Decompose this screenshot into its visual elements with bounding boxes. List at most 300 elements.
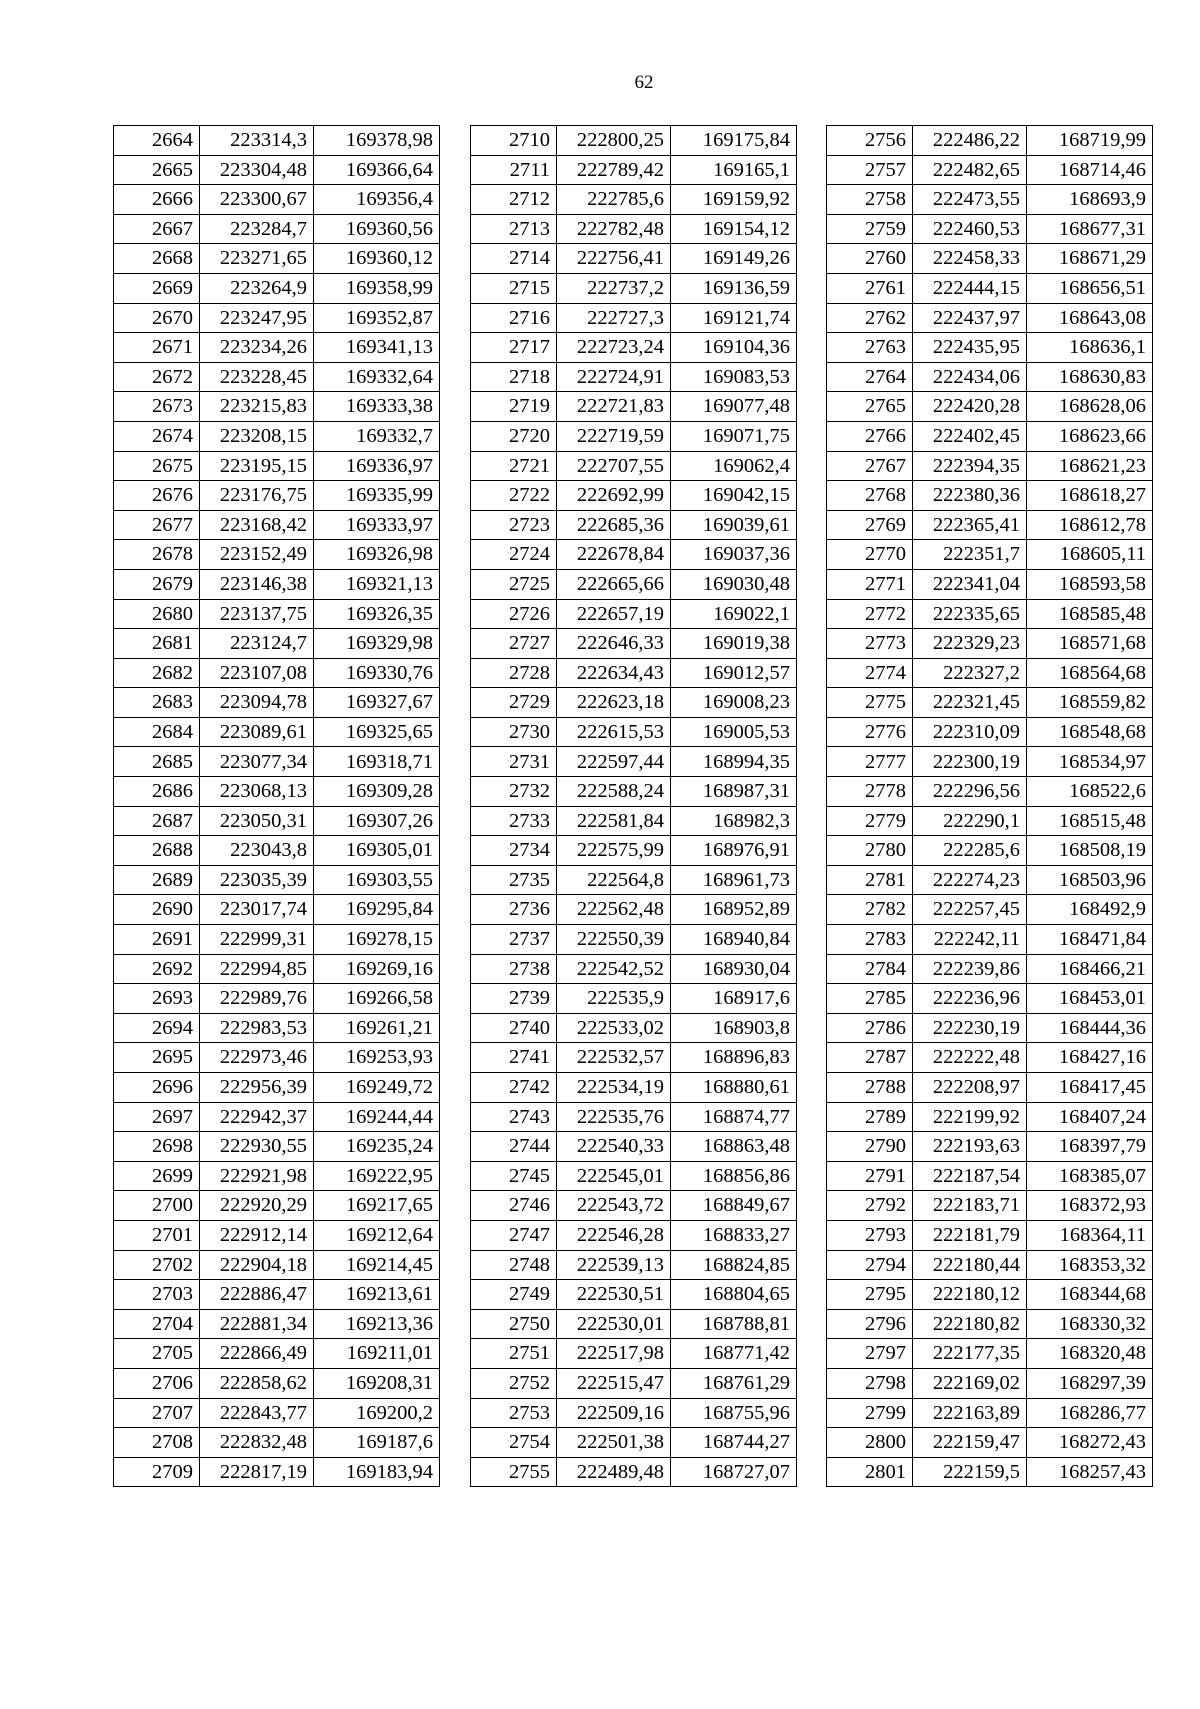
x-coordinate-cell: 222460,53 <box>913 214 1027 244</box>
y-coordinate-cell: 168564,68 <box>1027 658 1153 688</box>
table-row <box>471 1191 797 1221</box>
y-coordinate-cell: 169327,67 <box>314 688 440 718</box>
point-number-cell: 2679 <box>114 569 200 599</box>
x-coordinate-cell: 222321,45 <box>913 688 1027 718</box>
point-number-cell: 2776 <box>827 717 913 747</box>
coordinate-table-1 <box>113 125 440 1487</box>
point-number-cell: 2675 <box>114 451 200 481</box>
point-number-cell: 2698 <box>114 1132 200 1162</box>
x-coordinate-cell: 222983,53 <box>200 1013 314 1043</box>
table-row <box>114 303 440 333</box>
y-coordinate-cell: 169333,38 <box>314 392 440 422</box>
y-coordinate-cell: 168257,43 <box>1027 1457 1153 1487</box>
x-coordinate-cell: 222239,86 <box>913 954 1027 984</box>
table-row <box>827 1102 1153 1132</box>
point-number-cell: 2713 <box>471 214 557 244</box>
point-number-cell: 2729 <box>471 688 557 718</box>
point-number-cell: 2664 <box>114 126 200 156</box>
table-row <box>827 1398 1153 1428</box>
point-number-cell: 2769 <box>827 510 913 540</box>
y-coordinate-cell: 169213,61 <box>314 1280 440 1310</box>
y-coordinate-cell: 169266,58 <box>314 984 440 1014</box>
x-coordinate-cell: 222597,44 <box>557 747 671 777</box>
y-coordinate-cell: 168755,96 <box>671 1398 797 1428</box>
x-coordinate-cell: 222817,19 <box>200 1457 314 1487</box>
x-coordinate-cell: 223284,7 <box>200 214 314 244</box>
x-coordinate-cell: 222183,71 <box>913 1191 1027 1221</box>
y-coordinate-cell: 169149,26 <box>671 244 797 274</box>
y-coordinate-cell: 169042,15 <box>671 481 797 511</box>
table-row <box>827 629 1153 659</box>
table-row <box>827 333 1153 363</box>
table-row <box>827 540 1153 570</box>
y-coordinate-cell: 169360,12 <box>314 244 440 274</box>
table-row <box>114 362 440 392</box>
table-row <box>827 1280 1153 1310</box>
y-coordinate-cell: 168272,43 <box>1027 1428 1153 1458</box>
point-number-cell: 2763 <box>827 333 913 363</box>
table-row <box>827 717 1153 747</box>
table-row <box>114 1368 440 1398</box>
point-number-cell: 2756 <box>827 126 913 156</box>
point-number-cell: 2708 <box>114 1428 200 1458</box>
x-coordinate-cell: 222546,28 <box>557 1220 671 1250</box>
point-number-cell: 2720 <box>471 421 557 451</box>
point-number-cell: 2777 <box>827 747 913 777</box>
y-coordinate-cell: 168571,68 <box>1027 629 1153 659</box>
x-coordinate-cell: 222296,56 <box>913 777 1027 807</box>
table-row <box>114 540 440 570</box>
table-row <box>114 244 440 274</box>
y-coordinate-cell: 168643,08 <box>1027 303 1153 333</box>
point-number-cell: 2707 <box>114 1398 200 1428</box>
x-coordinate-cell: 223035,39 <box>200 865 314 895</box>
point-number-cell: 2738 <box>471 954 557 984</box>
point-number-cell: 2676 <box>114 481 200 511</box>
point-number-cell: 2746 <box>471 1191 557 1221</box>
x-coordinate-cell: 222973,46 <box>200 1043 314 1073</box>
x-coordinate-cell: 222540,33 <box>557 1132 671 1162</box>
x-coordinate-cell: 222199,92 <box>913 1102 1027 1132</box>
y-coordinate-cell: 169022,1 <box>671 599 797 629</box>
table-row <box>114 1457 440 1487</box>
table-row <box>827 1013 1153 1043</box>
point-number-cell: 2768 <box>827 481 913 511</box>
point-number-cell: 2667 <box>114 214 200 244</box>
point-number-cell: 2694 <box>114 1013 200 1043</box>
point-number-cell: 2797 <box>827 1339 913 1369</box>
x-coordinate-cell: 222208,97 <box>913 1073 1027 1103</box>
point-number-cell: 2779 <box>827 806 913 836</box>
point-number-cell: 2737 <box>471 925 557 955</box>
table-row <box>471 1013 797 1043</box>
x-coordinate-cell: 222509,16 <box>557 1398 671 1428</box>
y-coordinate-cell: 169253,93 <box>314 1043 440 1073</box>
y-coordinate-cell: 169329,98 <box>314 629 440 659</box>
y-coordinate-cell: 169187,6 <box>314 1428 440 1458</box>
table-row <box>827 155 1153 185</box>
point-number-cell: 2773 <box>827 629 913 659</box>
x-coordinate-cell: 222532,57 <box>557 1043 671 1073</box>
point-number-cell: 2766 <box>827 421 913 451</box>
table-row <box>471 185 797 215</box>
x-coordinate-cell: 222437,97 <box>913 303 1027 333</box>
point-number-cell: 2727 <box>471 629 557 659</box>
point-number-cell: 2705 <box>114 1339 200 1369</box>
x-coordinate-cell: 222615,53 <box>557 717 671 747</box>
point-number-cell: 2721 <box>471 451 557 481</box>
x-coordinate-cell: 222181,79 <box>913 1220 1027 1250</box>
point-number-cell: 2672 <box>114 362 200 392</box>
y-coordinate-cell: 168917,6 <box>671 984 797 1014</box>
y-coordinate-cell: 169325,65 <box>314 717 440 747</box>
table-row <box>114 1191 440 1221</box>
y-coordinate-cell: 168492,9 <box>1027 895 1153 925</box>
x-coordinate-cell: 222539,13 <box>557 1250 671 1280</box>
table-row <box>114 777 440 807</box>
x-coordinate-cell: 222187,54 <box>913 1161 1027 1191</box>
y-coordinate-cell: 169008,23 <box>671 688 797 718</box>
y-coordinate-cell: 169159,92 <box>671 185 797 215</box>
point-number-cell: 2759 <box>827 214 913 244</box>
point-number-cell: 2772 <box>827 599 913 629</box>
y-coordinate-cell: 168471,84 <box>1027 925 1153 955</box>
x-coordinate-cell: 222719,59 <box>557 421 671 451</box>
x-coordinate-cell: 222285,6 <box>913 836 1027 866</box>
x-coordinate-cell: 222535,9 <box>557 984 671 1014</box>
x-coordinate-cell: 222177,35 <box>913 1339 1027 1369</box>
x-coordinate-cell: 222341,04 <box>913 569 1027 599</box>
y-coordinate-cell: 168976,91 <box>671 836 797 866</box>
point-number-cell: 2799 <box>827 1398 913 1428</box>
point-number-cell: 2693 <box>114 984 200 1014</box>
x-coordinate-cell: 223208,15 <box>200 421 314 451</box>
x-coordinate-cell: 222989,76 <box>200 984 314 1014</box>
point-number-cell: 2680 <box>114 599 200 629</box>
x-coordinate-cell: 222534,19 <box>557 1073 671 1103</box>
y-coordinate-cell: 168585,48 <box>1027 599 1153 629</box>
table-row <box>114 925 440 955</box>
y-coordinate-cell: 169208,31 <box>314 1368 440 1398</box>
x-coordinate-cell: 223195,15 <box>200 451 314 481</box>
x-coordinate-cell: 222329,23 <box>913 629 1027 659</box>
point-number-cell: 2716 <box>471 303 557 333</box>
table-row <box>114 214 440 244</box>
table-row <box>827 895 1153 925</box>
y-coordinate-cell: 169019,38 <box>671 629 797 659</box>
table-row <box>114 126 440 156</box>
y-coordinate-cell: 168961,73 <box>671 865 797 895</box>
table-row <box>827 925 1153 955</box>
y-coordinate-cell: 169012,57 <box>671 658 797 688</box>
point-number-cell: 2790 <box>827 1132 913 1162</box>
y-coordinate-cell: 169326,98 <box>314 540 440 570</box>
point-number-cell: 2780 <box>827 836 913 866</box>
x-coordinate-cell: 223176,75 <box>200 481 314 511</box>
table-row <box>471 836 797 866</box>
x-coordinate-cell: 223089,61 <box>200 717 314 747</box>
x-coordinate-cell: 222800,25 <box>557 126 671 156</box>
y-coordinate-cell: 168522,6 <box>1027 777 1153 807</box>
y-coordinate-cell: 168804,65 <box>671 1280 797 1310</box>
x-coordinate-cell: 222257,45 <box>913 895 1027 925</box>
y-coordinate-cell: 168833,27 <box>671 1220 797 1250</box>
y-coordinate-cell: 169305,01 <box>314 836 440 866</box>
x-coordinate-cell: 222180,12 <box>913 1280 1027 1310</box>
y-coordinate-cell: 169244,44 <box>314 1102 440 1132</box>
y-coordinate-cell: 168874,77 <box>671 1102 797 1132</box>
point-number-cell: 2755 <box>471 1457 557 1487</box>
y-coordinate-cell: 168671,29 <box>1027 244 1153 274</box>
x-coordinate-cell: 222545,01 <box>557 1161 671 1191</box>
point-number-cell: 2771 <box>827 569 913 599</box>
point-number-cell: 2774 <box>827 658 913 688</box>
x-coordinate-cell: 223107,08 <box>200 658 314 688</box>
table-row <box>114 1220 440 1250</box>
table-row <box>827 1309 1153 1339</box>
x-coordinate-cell: 222665,66 <box>557 569 671 599</box>
y-coordinate-cell: 169278,15 <box>314 925 440 955</box>
point-number-cell: 2752 <box>471 1368 557 1398</box>
table-row <box>827 777 1153 807</box>
y-coordinate-cell: 168693,9 <box>1027 185 1153 215</box>
x-coordinate-cell: 222180,82 <box>913 1309 1027 1339</box>
table-row <box>827 362 1153 392</box>
point-number-cell: 2695 <box>114 1043 200 1073</box>
x-coordinate-cell: 222920,29 <box>200 1191 314 1221</box>
x-coordinate-cell: 223043,8 <box>200 836 314 866</box>
table-row <box>827 747 1153 777</box>
y-coordinate-cell: 168503,96 <box>1027 865 1153 895</box>
y-coordinate-cell: 168593,58 <box>1027 569 1153 599</box>
x-coordinate-cell: 222581,84 <box>557 806 671 836</box>
table-row <box>114 451 440 481</box>
y-coordinate-cell: 169211,01 <box>314 1339 440 1369</box>
y-coordinate-cell: 168630,83 <box>1027 362 1153 392</box>
y-coordinate-cell: 169077,48 <box>671 392 797 422</box>
table-row <box>827 836 1153 866</box>
y-coordinate-cell: 168849,67 <box>671 1191 797 1221</box>
point-number-cell: 2690 <box>114 895 200 925</box>
y-coordinate-cell: 168896,83 <box>671 1043 797 1073</box>
table-row <box>114 1339 440 1369</box>
table-row <box>471 214 797 244</box>
point-number-cell: 2706 <box>114 1368 200 1398</box>
table-row <box>114 510 440 540</box>
table-row <box>114 895 440 925</box>
point-number-cell: 2724 <box>471 540 557 570</box>
x-coordinate-cell: 222159,47 <box>913 1428 1027 1458</box>
x-coordinate-cell: 222994,85 <box>200 954 314 984</box>
point-number-cell: 2788 <box>827 1073 913 1103</box>
point-number-cell: 2742 <box>471 1073 557 1103</box>
x-coordinate-cell: 222327,2 <box>913 658 1027 688</box>
y-coordinate-cell: 169039,61 <box>671 510 797 540</box>
point-number-cell: 2778 <box>827 777 913 807</box>
point-number-cell: 2689 <box>114 865 200 895</box>
point-number-cell: 2735 <box>471 865 557 895</box>
y-coordinate-cell: 168940,84 <box>671 925 797 955</box>
point-number-cell: 2700 <box>114 1191 200 1221</box>
table-row <box>827 1250 1153 1280</box>
table-row <box>114 1132 440 1162</box>
y-coordinate-cell: 168863,48 <box>671 1132 797 1162</box>
x-coordinate-cell: 222678,84 <box>557 540 671 570</box>
x-coordinate-cell: 222843,77 <box>200 1398 314 1428</box>
x-coordinate-cell: 222236,96 <box>913 984 1027 1014</box>
x-coordinate-cell: 222242,11 <box>913 925 1027 955</box>
point-number-cell: 2794 <box>827 1250 913 1280</box>
table-row <box>471 984 797 1014</box>
y-coordinate-cell: 169261,21 <box>314 1013 440 1043</box>
point-number-cell: 2798 <box>827 1368 913 1398</box>
y-coordinate-cell: 169352,87 <box>314 303 440 333</box>
point-number-cell: 2765 <box>827 392 913 422</box>
y-coordinate-cell: 168628,06 <box>1027 392 1153 422</box>
point-number-cell: 2747 <box>471 1220 557 1250</box>
point-number-cell: 2753 <box>471 1398 557 1428</box>
x-coordinate-cell: 223168,42 <box>200 510 314 540</box>
point-number-cell: 2736 <box>471 895 557 925</box>
y-coordinate-cell: 168372,93 <box>1027 1191 1153 1221</box>
y-coordinate-cell: 169336,97 <box>314 451 440 481</box>
table-row <box>471 569 797 599</box>
table-row <box>827 865 1153 895</box>
table-row <box>827 421 1153 451</box>
point-number-cell: 2702 <box>114 1250 200 1280</box>
point-number-cell: 2789 <box>827 1102 913 1132</box>
x-coordinate-cell: 222737,2 <box>557 273 671 303</box>
point-number-cell: 2796 <box>827 1309 913 1339</box>
point-number-cell: 2719 <box>471 392 557 422</box>
x-coordinate-cell: 222351,7 <box>913 540 1027 570</box>
x-coordinate-cell: 222756,41 <box>557 244 671 274</box>
y-coordinate-cell: 169295,84 <box>314 895 440 925</box>
y-coordinate-cell: 168677,31 <box>1027 214 1153 244</box>
y-coordinate-cell: 168364,11 <box>1027 1220 1153 1250</box>
x-coordinate-cell: 223234,26 <box>200 333 314 363</box>
table-row <box>827 984 1153 1014</box>
point-number-cell: 2751 <box>471 1339 557 1369</box>
table-row <box>471 925 797 955</box>
table-row <box>827 303 1153 333</box>
y-coordinate-cell: 169269,16 <box>314 954 440 984</box>
table-row <box>471 599 797 629</box>
table-row <box>471 244 797 274</box>
y-coordinate-cell: 169154,12 <box>671 214 797 244</box>
y-coordinate-cell: 168727,07 <box>671 1457 797 1487</box>
table-row <box>114 599 440 629</box>
point-number-cell: 2692 <box>114 954 200 984</box>
x-coordinate-cell: 223152,49 <box>200 540 314 570</box>
point-number-cell: 2665 <box>114 155 200 185</box>
point-number-cell: 2712 <box>471 185 557 215</box>
x-coordinate-cell: 222912,14 <box>200 1220 314 1250</box>
y-coordinate-cell: 168417,45 <box>1027 1073 1153 1103</box>
point-number-cell: 2786 <box>827 1013 913 1043</box>
x-coordinate-cell: 222420,28 <box>913 392 1027 422</box>
y-coordinate-cell: 168771,42 <box>671 1339 797 1369</box>
y-coordinate-cell: 168788,81 <box>671 1309 797 1339</box>
x-coordinate-cell: 223137,75 <box>200 599 314 629</box>
table-row <box>827 481 1153 511</box>
y-coordinate-cell: 169332,7 <box>314 421 440 451</box>
x-coordinate-cell: 222999,31 <box>200 925 314 955</box>
table-row <box>114 688 440 718</box>
x-coordinate-cell: 222866,49 <box>200 1339 314 1369</box>
x-coordinate-cell: 223215,83 <box>200 392 314 422</box>
point-number-cell: 2745 <box>471 1161 557 1191</box>
point-number-cell: 2730 <box>471 717 557 747</box>
table-row <box>114 865 440 895</box>
table-row <box>471 1339 797 1369</box>
x-coordinate-cell: 222517,98 <box>557 1339 671 1369</box>
y-coordinate-cell: 169358,99 <box>314 273 440 303</box>
y-coordinate-cell: 168548,68 <box>1027 717 1153 747</box>
x-coordinate-cell: 222365,41 <box>913 510 1027 540</box>
y-coordinate-cell: 168982,3 <box>671 806 797 836</box>
table-row <box>471 1280 797 1310</box>
y-coordinate-cell: 168286,77 <box>1027 1398 1153 1428</box>
table-row <box>827 658 1153 688</box>
table-row <box>827 1368 1153 1398</box>
x-coordinate-cell: 222723,24 <box>557 333 671 363</box>
x-coordinate-cell: 222542,52 <box>557 954 671 984</box>
y-coordinate-cell: 168515,48 <box>1027 806 1153 836</box>
y-coordinate-cell: 169071,75 <box>671 421 797 451</box>
y-coordinate-cell: 168453,01 <box>1027 984 1153 1014</box>
point-number-cell: 2783 <box>827 925 913 955</box>
point-number-cell: 2748 <box>471 1250 557 1280</box>
table-row <box>471 421 797 451</box>
table-row <box>471 717 797 747</box>
table-row <box>471 126 797 156</box>
table-row <box>471 1309 797 1339</box>
x-coordinate-cell: 222881,34 <box>200 1309 314 1339</box>
y-coordinate-cell: 169366,64 <box>314 155 440 185</box>
table-row <box>827 1191 1153 1221</box>
point-number-cell: 2710 <box>471 126 557 156</box>
x-coordinate-cell: 222535,76 <box>557 1102 671 1132</box>
point-number-cell: 2741 <box>471 1043 557 1073</box>
point-number-cell: 2795 <box>827 1280 913 1310</box>
point-number-cell: 2785 <box>827 984 913 1014</box>
y-coordinate-cell: 169037,36 <box>671 540 797 570</box>
x-coordinate-cell: 222394,35 <box>913 451 1027 481</box>
table-row <box>471 303 797 333</box>
table-row <box>114 333 440 363</box>
table-row <box>827 1132 1153 1162</box>
table-row <box>114 569 440 599</box>
y-coordinate-cell: 169235,24 <box>314 1132 440 1162</box>
y-coordinate-cell: 169332,64 <box>314 362 440 392</box>
table-row <box>114 747 440 777</box>
table-row <box>827 688 1153 718</box>
point-number-cell: 2740 <box>471 1013 557 1043</box>
x-coordinate-cell: 222858,62 <box>200 1368 314 1398</box>
x-coordinate-cell: 222634,43 <box>557 658 671 688</box>
table-row <box>114 658 440 688</box>
table-row <box>114 806 440 836</box>
table-row <box>471 481 797 511</box>
y-coordinate-cell: 169212,64 <box>314 1220 440 1250</box>
x-coordinate-cell: 222562,48 <box>557 895 671 925</box>
x-coordinate-cell: 222657,19 <box>557 599 671 629</box>
point-number-cell: 2669 <box>114 273 200 303</box>
point-number-cell: 2784 <box>827 954 913 984</box>
y-coordinate-cell: 168605,11 <box>1027 540 1153 570</box>
x-coordinate-cell: 222380,36 <box>913 481 1027 511</box>
